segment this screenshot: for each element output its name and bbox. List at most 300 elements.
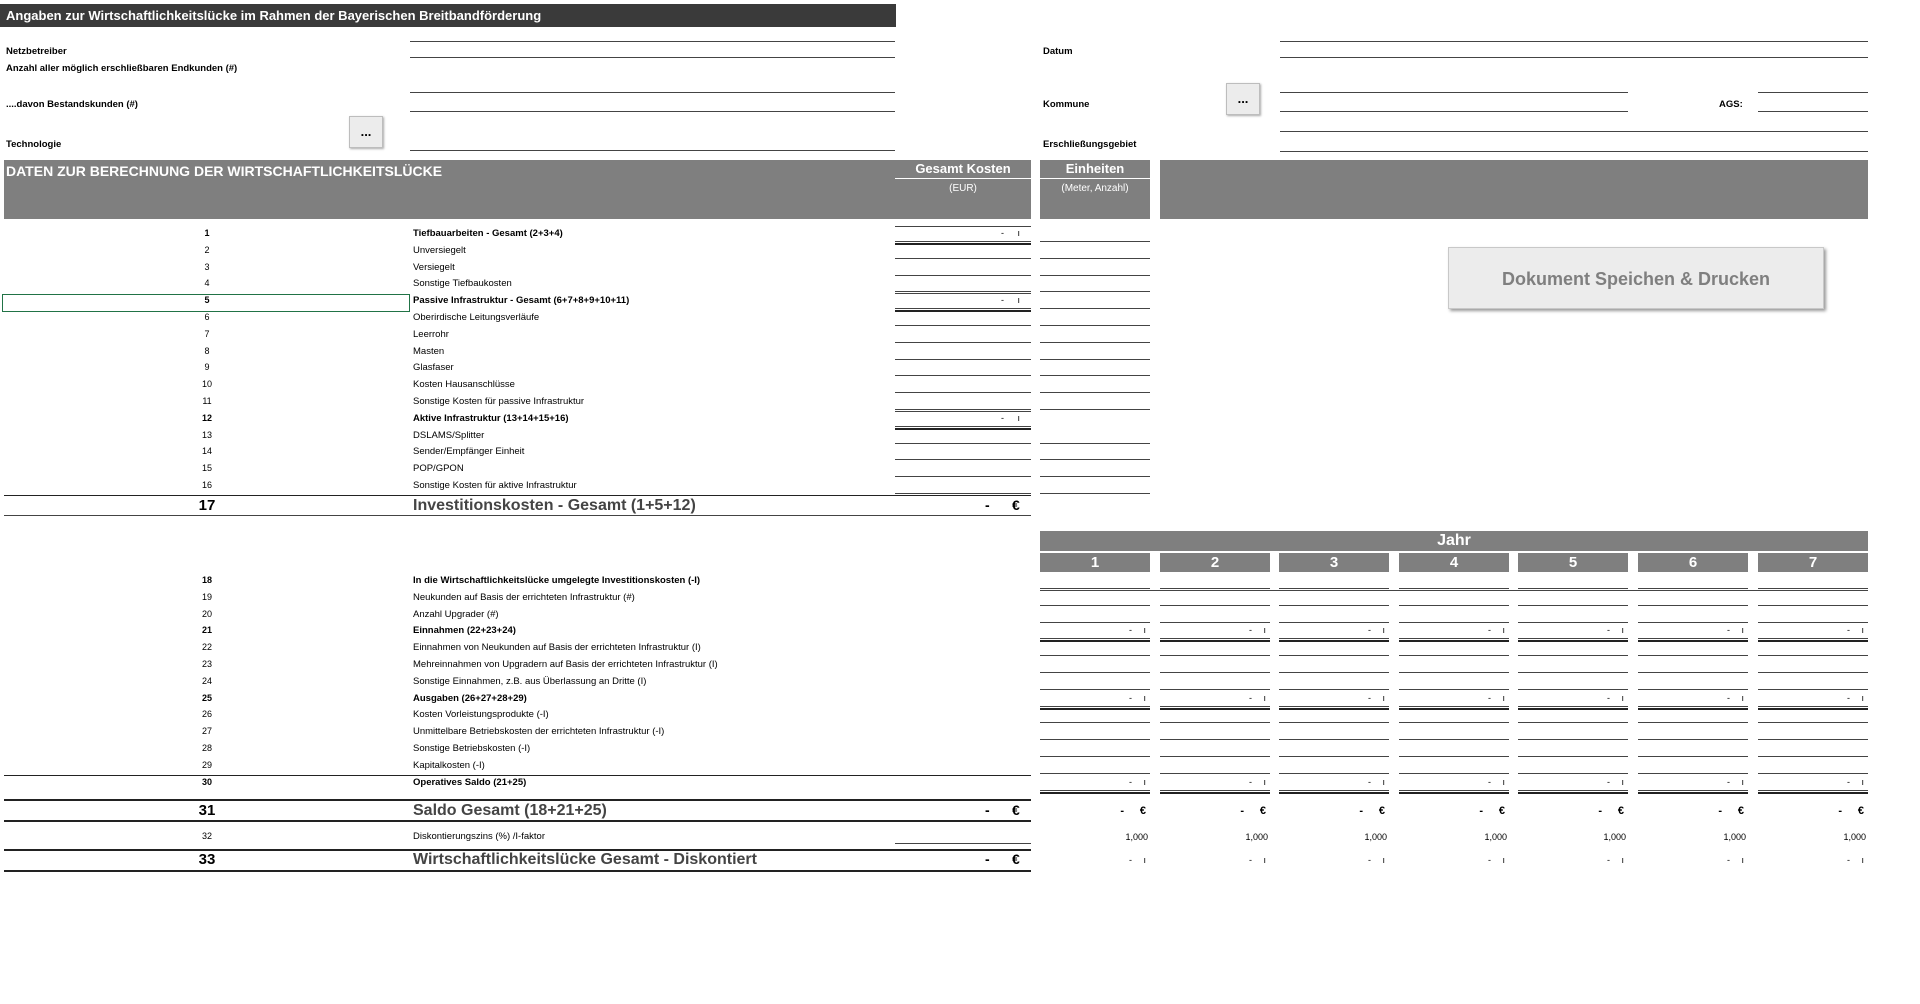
year-input-line[interactable] <box>1518 722 1628 723</box>
year-subtotal-bottomline <box>1638 708 1748 710</box>
year-column-3: 3 <box>1279 553 1389 572</box>
label-bestandskunden: ....davon Bestandskunden (#) <box>6 99 138 110</box>
row-description: Tiefbauarbeiten - Gesamt (2+3+4) <box>413 228 563 239</box>
year-gap-value: - <box>1727 855 1730 865</box>
year-input-line[interactable] <box>1399 706 1509 707</box>
year-discount-factor: 1,000 <box>1723 832 1746 842</box>
row-description: Sonstige Einnahmen, z.B. aus Überlassung an Dritte (I) <box>413 676 647 687</box>
year-input-line[interactable] <box>1160 689 1270 690</box>
row-number: 29 <box>201 760 212 770</box>
row-description: Unversiegelt <box>413 245 466 256</box>
cost-input-line[interactable] <box>895 426 1031 427</box>
row33-bottomline <box>4 870 1031 872</box>
year-subtotal-bottomline <box>1160 792 1270 794</box>
year-input-line[interactable] <box>1279 689 1389 690</box>
year-saldo-value: - <box>1718 805 1722 817</box>
cost-input-line[interactable] <box>895 258 1031 259</box>
subtotal-topline <box>895 411 1031 412</box>
year-input-line[interactable] <box>1279 790 1389 791</box>
row-number: 19 <box>201 592 212 602</box>
cost-input-line[interactable] <box>895 375 1031 376</box>
year-saldo-currency: € <box>1378 805 1385 817</box>
year-saldo-value: - <box>1359 805 1363 817</box>
year-subtotal-tick: ı <box>1741 625 1744 635</box>
row-description: Investitionskosten - Gesamt (1+5+12) <box>413 497 696 514</box>
year-subtotal-bottomline <box>1758 640 1868 642</box>
year-input-line[interactable] <box>1160 588 1270 589</box>
year-input-line[interactable] <box>1758 790 1868 791</box>
year-gap-value: - <box>1368 855 1371 865</box>
row-description: Masten <box>413 346 445 357</box>
subtotal-tick: ı <box>1017 228 1020 238</box>
row-description: POP/GPON <box>413 463 464 474</box>
units-input-line[interactable] <box>1040 308 1150 309</box>
year-saldo-value: - <box>1120 805 1124 817</box>
year-input-line[interactable] <box>1399 790 1509 791</box>
year-column-5: 5 <box>1518 553 1628 572</box>
subtotal-bottomline <box>895 428 1031 430</box>
year-subtotal-bottomline <box>1040 708 1150 710</box>
kommune-picker-button[interactable]: ... <box>1226 83 1260 115</box>
subtotal-bottomline <box>895 243 1031 245</box>
year-subtotal-bottomline <box>1399 640 1509 642</box>
cost-input-line[interactable] <box>895 291 1031 292</box>
row31-currency: € <box>1012 802 1020 818</box>
year-input-line[interactable] <box>1638 638 1748 639</box>
row-description: Kosten Vorleistungsprodukte (-I) <box>413 709 549 720</box>
row-number: 21 <box>201 625 212 635</box>
subtotal-topline <box>895 293 1031 294</box>
year-subtotal-value: - <box>1129 625 1132 635</box>
year-saldo-value: - <box>1598 805 1602 817</box>
year-subtotal-bottomline <box>1518 640 1628 642</box>
year-input-line[interactable] <box>1160 722 1270 723</box>
year-subtotal-tick: ı <box>1263 625 1266 635</box>
row-number: 2 <box>204 245 210 255</box>
row-number: 15 <box>201 463 212 473</box>
year-input-line[interactable] <box>1638 706 1748 707</box>
cost-header-underline <box>895 178 1031 179</box>
row-description: Einnahmen von Neukunden auf Basis der errichteten Infrastruktur (I) <box>413 642 701 653</box>
row-number: 6 <box>204 312 210 322</box>
year-subtotal-value: - <box>1129 777 1132 787</box>
row-number: 25 <box>201 693 212 703</box>
row-number: 9 <box>204 362 210 372</box>
year-input-line[interactable] <box>1638 739 1748 740</box>
units-input-line[interactable] <box>1040 493 1150 494</box>
row18-line <box>1040 590 1868 591</box>
year-input-line[interactable] <box>1399 588 1509 589</box>
year-input-line[interactable] <box>1279 773 1389 774</box>
year-subtotal-value: - <box>1488 625 1491 635</box>
year-input-line[interactable] <box>1518 672 1628 673</box>
year-discount-factor: 1,000 <box>1484 832 1507 842</box>
year-input-line[interactable] <box>1279 672 1389 673</box>
year-input-line[interactable] <box>1040 588 1150 589</box>
year-discount-factor: 1,000 <box>1125 832 1148 842</box>
year-input-line[interactable] <box>1518 756 1628 757</box>
row-description: Kosten Hausanschlüsse <box>413 379 515 390</box>
year-input-line[interactable] <box>1160 706 1270 707</box>
year-subtotal-bottomline <box>1518 792 1628 794</box>
year-input-line[interactable] <box>1279 605 1389 606</box>
year-input-line[interactable] <box>1040 722 1150 723</box>
year-input-line[interactable] <box>1638 655 1748 656</box>
year-input-line[interactable] <box>1160 622 1270 623</box>
year-input-line[interactable] <box>1279 622 1389 623</box>
year-input-line[interactable] <box>1518 739 1628 740</box>
units-column-header: Einheiten <box>1065 161 1125 176</box>
cost-input-line[interactable] <box>895 275 1031 276</box>
cost-input-line[interactable] <box>895 392 1031 393</box>
label-ags: AGS: <box>1719 99 1743 110</box>
year-input-line[interactable] <box>1040 790 1150 791</box>
year-subtotal-value: - <box>1727 625 1730 635</box>
row-description: Diskontierungszins (%) /I-faktor <box>413 831 545 842</box>
year-subtotal-bottomline <box>1160 640 1270 642</box>
cost-input-line[interactable] <box>895 409 1031 410</box>
year-input-line[interactable] <box>1160 605 1270 606</box>
year-subtotal-value: - <box>1727 693 1730 703</box>
year-input-line[interactable] <box>1279 655 1389 656</box>
year-input-line[interactable] <box>1638 588 1748 589</box>
year-subtotal-tick: ı <box>1621 625 1624 635</box>
year-input-line[interactable] <box>1279 739 1389 740</box>
year-subtotal-value: - <box>1129 693 1132 703</box>
year-input-line[interactable] <box>1758 672 1868 673</box>
label-netzbetreiber: Netzbetreiber <box>6 46 67 57</box>
year-input-line[interactable] <box>1638 722 1748 723</box>
cost-input-line[interactable] <box>895 325 1031 326</box>
year-subtotal-bottomline <box>1399 792 1509 794</box>
year-input-line[interactable] <box>1758 739 1868 740</box>
row-number: 17 <box>198 497 216 514</box>
year-input-line[interactable] <box>1399 638 1509 639</box>
year-gap-tick: ı <box>1502 855 1505 865</box>
row-number: 30 <box>201 777 212 787</box>
year-saldo-currency: € <box>1139 805 1146 817</box>
row-number: 20 <box>201 609 212 619</box>
year-input-line[interactable] <box>1758 722 1868 723</box>
row17-bottomline <box>4 515 1031 516</box>
row17-topline <box>4 495 1031 496</box>
year-gap-tick: ı <box>1382 855 1385 865</box>
year-subtotal-value: - <box>1488 693 1491 703</box>
section-title: DATEN ZUR BERECHNUNG DER WIRTSCHAFTLICHKEITSLÜCKE <box>6 163 443 179</box>
row-description: Passive Infrastruktur - Gesamt (6+7+8+9+10+11) <box>413 295 630 306</box>
year-column-1: 1 <box>1040 553 1150 572</box>
year-input-line[interactable] <box>1518 689 1628 690</box>
year-input-line[interactable] <box>1518 588 1628 589</box>
units-column-sub: (Meter, Anzahl) <box>1061 183 1129 194</box>
year-input-line[interactable] <box>1040 739 1150 740</box>
year-input-line[interactable] <box>1758 773 1868 774</box>
year-subtotal-value: - <box>1368 777 1371 787</box>
row-description: DSLAMS/Splitter <box>413 430 485 441</box>
row-description: Einnahmen (22+23+24) <box>413 625 516 636</box>
row-number: 8 <box>204 346 210 356</box>
save-print-button[interactable]: Dokument Speichen & Drucken <box>1448 247 1824 309</box>
year-input-line[interactable] <box>1758 605 1868 606</box>
year-subtotal-tick: ı <box>1502 693 1505 703</box>
year-gap-value: - <box>1488 855 1491 865</box>
row-description: Ausgaben (26+27+28+29) <box>413 693 527 704</box>
row17-currency: € <box>1012 497 1020 513</box>
label-kommune: Kommune <box>1043 99 1090 110</box>
row-number: 33 <box>198 851 216 868</box>
year-subtotal-tick: ı <box>1143 625 1146 635</box>
cost-input-line[interactable] <box>895 241 1031 242</box>
year-discount-factor: 1,000 <box>1245 832 1268 842</box>
ags-field-line-2[interactable] <box>1758 111 1868 112</box>
year-input-line[interactable] <box>1040 655 1150 656</box>
year-input-line[interactable] <box>1399 622 1509 623</box>
year-input-line[interactable] <box>1160 672 1270 673</box>
row-description: Aktive Infrastruktur (13+14+15+16) <box>413 413 569 424</box>
units-input-line[interactable] <box>1040 443 1150 444</box>
year-input-line[interactable] <box>1040 605 1150 606</box>
bestandskunden-field-line[interactable] <box>410 92 895 93</box>
year-input-line[interactable] <box>1040 672 1150 673</box>
year-input-line[interactable] <box>1279 722 1389 723</box>
year-input-line[interactable] <box>1399 773 1509 774</box>
year-input-line[interactable] <box>1758 638 1868 639</box>
row30-topline <box>4 775 1031 776</box>
year-gap-tick: ı <box>1741 855 1744 865</box>
row-number: 13 <box>201 430 212 440</box>
year-input-line[interactable] <box>1638 622 1748 623</box>
year-input-line[interactable] <box>1758 756 1868 757</box>
year-saldo-currency: € <box>1259 805 1266 817</box>
row-description: Anzahl Upgrader (#) <box>413 609 499 620</box>
year-subtotal-value: - <box>1368 693 1371 703</box>
row-description: Sonstige Tiefbaukosten <box>413 278 512 289</box>
year-input-line[interactable] <box>1040 756 1150 757</box>
technologie-field-line[interactable] <box>410 150 895 151</box>
netzbetreiber-field-line[interactable] <box>410 41 895 42</box>
units-input-line[interactable] <box>1040 325 1150 326</box>
kommune-field-line-2[interactable] <box>1280 111 1628 112</box>
row-number: 3 <box>204 262 210 272</box>
year-input-line[interactable] <box>1518 638 1628 639</box>
units-input-line[interactable] <box>1040 241 1150 242</box>
row-number: 14 <box>201 446 212 456</box>
year-input-line[interactable] <box>1279 706 1389 707</box>
cost-input-line[interactable] <box>895 493 1031 494</box>
row-description: Unmittelbare Betriebskosten der errichteten Infrastruktur (-I) <box>413 726 665 737</box>
year-subtotal-value: - <box>1847 625 1850 635</box>
year-input-line[interactable] <box>1518 605 1628 606</box>
discount-input-line[interactable] <box>895 843 1031 844</box>
year-subtotal-bottomline <box>1279 792 1389 794</box>
erschliessungsgebiet-field-line[interactable] <box>1280 131 1868 132</box>
year-gap-tick: ı <box>1621 855 1624 865</box>
year-input-line[interactable] <box>1160 638 1270 639</box>
year-subtotal-bottomline <box>1758 792 1868 794</box>
year-input-line[interactable] <box>1638 756 1748 757</box>
row-description: Glasfaser <box>413 362 454 373</box>
year-subtotal-bottomline <box>1279 640 1389 642</box>
year-input-line[interactable] <box>1638 672 1748 673</box>
year-input-line[interactable] <box>1758 622 1868 623</box>
year-saldo-value: - <box>1240 805 1244 817</box>
year-subtotal-bottomline <box>1040 640 1150 642</box>
selected-cell[interactable] <box>2 294 410 312</box>
year-discount-factor: 1,000 <box>1843 832 1866 842</box>
year-saldo-currency: € <box>1857 805 1864 817</box>
year-column-4: 4 <box>1399 553 1509 572</box>
datum-field-line-2[interactable] <box>1280 57 1868 58</box>
year-input-line[interactable] <box>1518 622 1628 623</box>
year-input-line[interactable] <box>1040 706 1150 707</box>
units-input-line[interactable] <box>1040 375 1150 376</box>
erschliessungsgebiet-field-line-2[interactable] <box>1280 151 1868 152</box>
row17-value: - <box>985 497 990 513</box>
year-input-line[interactable] <box>1160 773 1270 774</box>
year-input-line[interactable] <box>1040 773 1150 774</box>
year-input-line[interactable] <box>1758 689 1868 690</box>
technologie-picker-button[interactable]: ... <box>349 116 383 148</box>
units-input-line[interactable] <box>1040 359 1150 360</box>
cost-input-line[interactable] <box>895 459 1031 460</box>
units-input-line[interactable] <box>1040 275 1150 276</box>
year-column-7: 7 <box>1758 553 1868 572</box>
year-subtotal-value: - <box>1249 625 1252 635</box>
year-input-line[interactable] <box>1399 655 1509 656</box>
year-input-line[interactable] <box>1279 588 1389 589</box>
year-input-line[interactable] <box>1160 756 1270 757</box>
units-input-line[interactable] <box>1040 258 1150 259</box>
row-description: Leerrohr <box>413 329 449 340</box>
units-header-underline <box>1040 178 1150 179</box>
year-input-line[interactable] <box>1638 773 1748 774</box>
year-input-line[interactable] <box>1758 588 1868 589</box>
year-input-line[interactable] <box>1518 773 1628 774</box>
ags-field-line[interactable] <box>1758 92 1868 93</box>
year-saldo-value: - <box>1479 805 1483 817</box>
year-input-line[interactable] <box>1638 605 1748 606</box>
year-input-line[interactable] <box>1040 622 1150 623</box>
units-input-line[interactable] <box>1040 459 1150 460</box>
bestandskunden-field-line-2[interactable] <box>410 111 895 112</box>
row-number: 7 <box>204 329 210 339</box>
year-input-line[interactable] <box>1399 722 1509 723</box>
year-subtotal-tick: ı <box>1621 693 1624 703</box>
year-input-line[interactable] <box>1518 655 1628 656</box>
units-input-line[interactable] <box>1040 476 1150 477</box>
year-subtotal-value: - <box>1607 625 1610 635</box>
year-subtotal-tick: ı <box>1263 777 1266 787</box>
row-number: 31 <box>198 802 216 819</box>
row-number: 22 <box>201 642 212 652</box>
year-column-2: 2 <box>1160 553 1270 572</box>
year-subtotal-bottomline <box>1160 708 1270 710</box>
year-gap-tick: ı <box>1143 855 1146 865</box>
row33-currency: € <box>1012 851 1020 867</box>
year-input-line[interactable] <box>1160 790 1270 791</box>
year-subtotal-bottomline <box>1638 792 1748 794</box>
units-input-line[interactable] <box>1040 291 1150 292</box>
year-subtotal-tick: ı <box>1143 693 1146 703</box>
cost-input-line[interactable] <box>895 476 1031 477</box>
year-gap-value: - <box>1249 855 1252 865</box>
datum-field-line[interactable] <box>1280 41 1868 42</box>
year-column-6: 6 <box>1638 553 1748 572</box>
year-discount-factor: 1,000 <box>1603 832 1626 842</box>
cost-input-line[interactable] <box>895 359 1031 360</box>
row-number: 23 <box>201 659 212 669</box>
year-subtotal-tick: ı <box>1382 693 1385 703</box>
year-saldo-value: - <box>1838 805 1842 817</box>
units-input-line[interactable] <box>1040 409 1150 410</box>
year-input-line[interactable] <box>1399 672 1509 673</box>
year-input-line[interactable] <box>1040 689 1150 690</box>
units-input-line[interactable] <box>1040 392 1150 393</box>
cost-input-line[interactable] <box>895 308 1031 309</box>
year-input-line[interactable] <box>1399 605 1509 606</box>
year-input-line[interactable] <box>1279 638 1389 639</box>
cost-input-line[interactable] <box>895 443 1031 444</box>
year-input-line[interactable] <box>1279 756 1389 757</box>
year-input-line[interactable] <box>1638 790 1748 791</box>
row-description: Oberirdische Leitungsverläufe <box>413 312 540 323</box>
row-number: 1 <box>204 228 210 238</box>
row-description: Saldo Gesamt (18+21+25) <box>413 802 607 819</box>
year-subtotal-bottomline <box>1279 708 1389 710</box>
year-gap-tick: ı <box>1263 855 1266 865</box>
row-number: 18 <box>201 575 212 585</box>
year-subtotal-value: - <box>1607 777 1610 787</box>
year-header: Jahr <box>1040 531 1868 551</box>
units-input-line[interactable] <box>1040 342 1150 343</box>
year-subtotal-value: - <box>1727 777 1730 787</box>
year-input-line[interactable] <box>1399 756 1509 757</box>
year-subtotal-value: - <box>1249 693 1252 703</box>
year-input-line[interactable] <box>1638 689 1748 690</box>
year-subtotal-tick: ı <box>1741 693 1744 703</box>
year-input-line[interactable] <box>1518 706 1628 707</box>
year-input-line[interactable] <box>1160 739 1270 740</box>
endkunden-field-line[interactable] <box>410 57 895 58</box>
subtotal-bottomline <box>895 310 1031 312</box>
year-saldo-currency: € <box>1737 805 1744 817</box>
year-input-line[interactable] <box>1758 655 1868 656</box>
row-number: 16 <box>201 480 212 490</box>
year-input-line[interactable] <box>1399 739 1509 740</box>
year-subtotal-bottomline <box>1399 708 1509 710</box>
year-subtotal-tick: ı <box>1382 777 1385 787</box>
right-header-band <box>1160 160 1868 219</box>
row-description: Mehreinnahmen von Upgradern auf Basis der errichteten Infrastruktur (I) <box>413 659 718 670</box>
year-saldo-currency: € <box>1617 805 1624 817</box>
row-number: 24 <box>201 676 212 686</box>
year-input-line[interactable] <box>1758 706 1868 707</box>
row33-value: - <box>985 851 990 867</box>
year-input-line[interactable] <box>1040 638 1150 639</box>
year-subtotal-bottomline <box>1040 792 1150 794</box>
row-number: 28 <box>201 743 212 753</box>
year-input-line[interactable] <box>1160 655 1270 656</box>
year-saldo-currency: € <box>1498 805 1505 817</box>
cost-input-line[interactable] <box>895 342 1031 343</box>
kommune-field-line[interactable] <box>1280 92 1628 93</box>
year-subtotal-tick: ı <box>1621 777 1624 787</box>
year-subtotal-tick: ı <box>1861 693 1864 703</box>
year-input-line[interactable] <box>1399 689 1509 690</box>
year-subtotal-tick: ı <box>1382 625 1385 635</box>
year-input-line[interactable] <box>1518 790 1628 791</box>
row-description: Sonstige Betriebskosten (-I) <box>413 743 531 754</box>
